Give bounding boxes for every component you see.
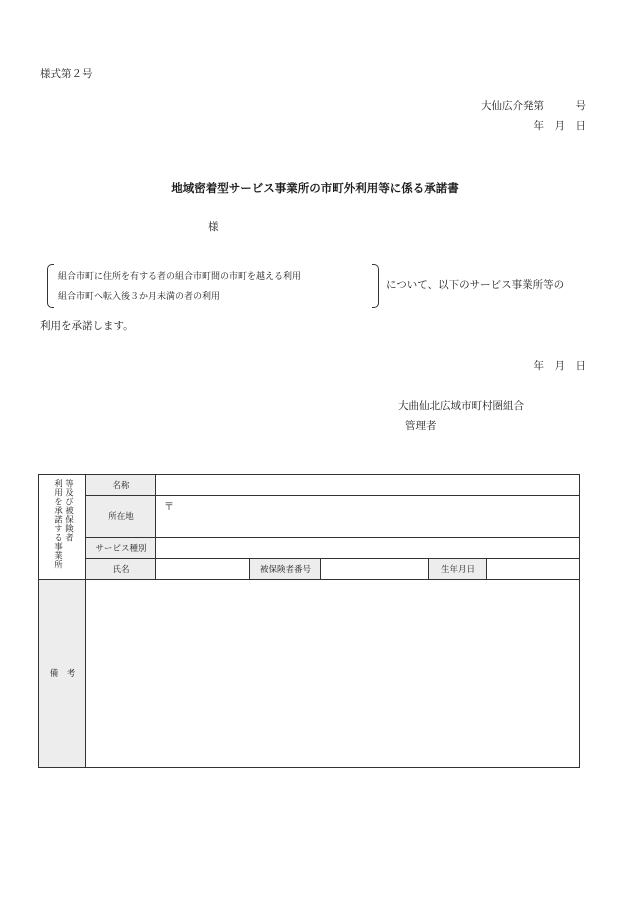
- birth-date-label: 生年月日: [429, 558, 487, 579]
- form-number: 様式第２号: [40, 68, 93, 80]
- person-name-label: 氏名: [86, 558, 156, 579]
- grid-line: [86, 537, 579, 538]
- document-title: 地域密着型サービス事業所の市町外利用等に係る承諾書: [171, 181, 459, 195]
- right-bracket: [372, 264, 379, 308]
- remarks-label: 備 考: [39, 579, 86, 767]
- grid-line: [486, 558, 487, 579]
- remarks-field[interactable]: [86, 579, 579, 767]
- person-name-field[interactable]: [156, 558, 250, 579]
- address-label: 所在地: [86, 495, 156, 537]
- info-table: [38, 474, 580, 768]
- grid-line: [155, 475, 156, 579]
- grid-line: [320, 558, 321, 579]
- insured-number-label: 被保険者番号: [250, 558, 321, 579]
- section-header-col2: 等及び被保険者: [63, 479, 74, 542]
- reference-date: 年 月 日: [533, 120, 586, 132]
- service-type-label: サービス種別: [86, 537, 156, 558]
- issuer-organization: 大曲仙北広域市町村圏組合: [398, 400, 524, 412]
- reference-number: 大仙広介発第 号: [481, 100, 586, 112]
- issue-date: 年 月 日: [533, 360, 586, 372]
- name-label: 名称: [86, 475, 156, 495]
- address-field[interactable]: [156, 495, 579, 537]
- body-suffix: について、以下のサービス事業所等の: [386, 279, 565, 291]
- body-option-2: 組合市町へ転入後３か月未満の者の利用: [58, 292, 221, 302]
- grid-line: [85, 475, 86, 767]
- body-option-1: 組合市町に住所を有する者の組合市町間の市町を越える利用: [58, 272, 302, 282]
- left-bracket: [47, 264, 54, 308]
- issuer-role: 管理者: [405, 420, 437, 432]
- grid-line: [428, 558, 429, 579]
- addressee: 様: [208, 221, 219, 233]
- grid-line: [39, 579, 579, 580]
- grid-line: [249, 558, 250, 579]
- name-field[interactable]: [156, 475, 579, 495]
- grid-line: [86, 495, 579, 496]
- service-type-field[interactable]: [156, 537, 579, 558]
- birth-date-field[interactable]: [487, 558, 579, 579]
- section-header-col1: 利用を承諾する事業所: [52, 479, 63, 569]
- grid-line: [86, 558, 579, 559]
- postal-mark: 〒: [164, 502, 174, 513]
- insured-number-field[interactable]: [321, 558, 429, 579]
- section-header-business: [39, 475, 86, 579]
- body-line-2: 利用を承諾します。: [40, 320, 134, 332]
